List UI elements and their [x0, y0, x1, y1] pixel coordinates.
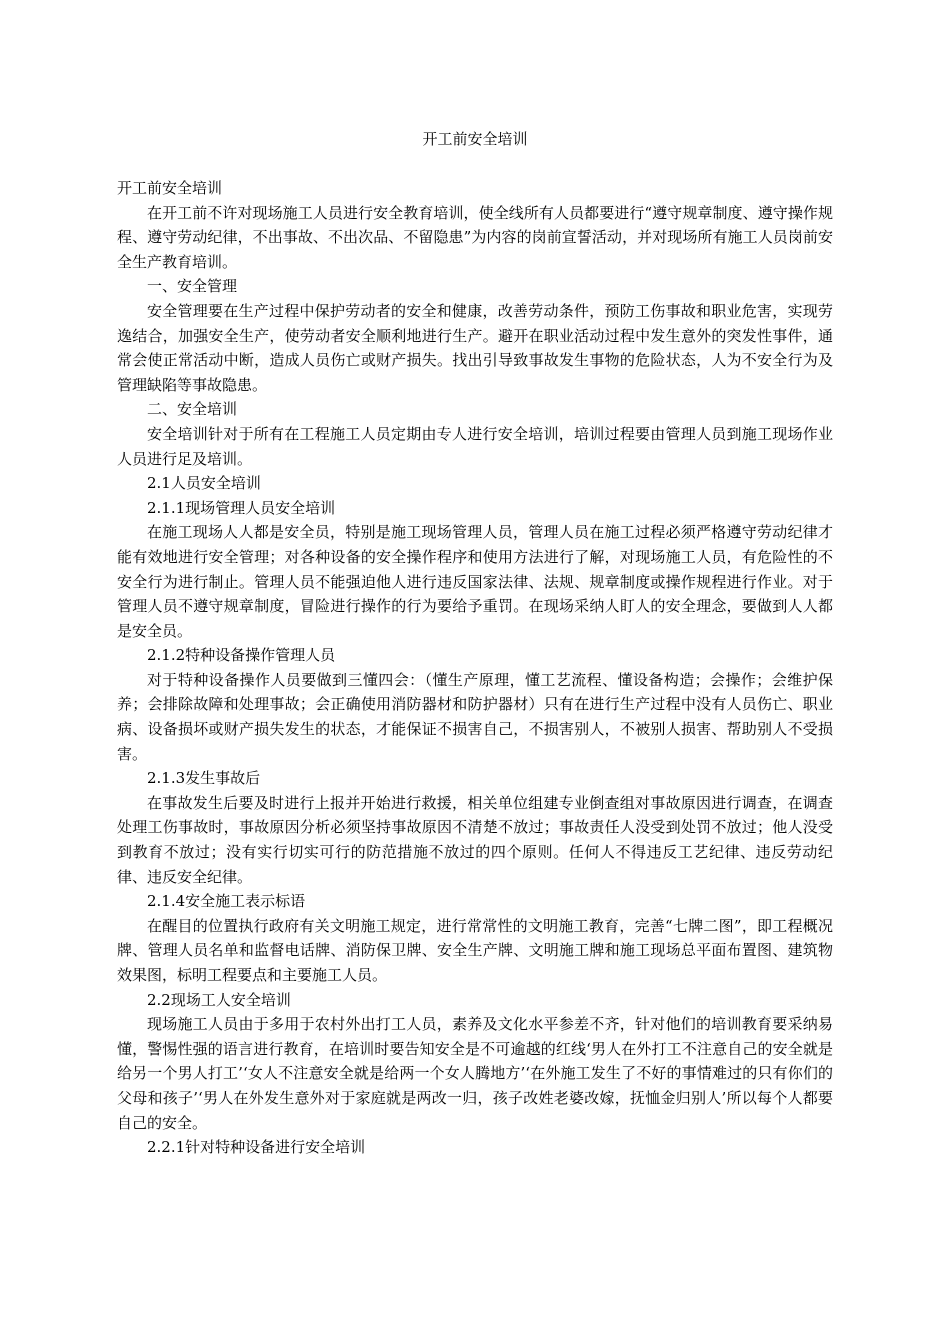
body-paragraph: 现场施工人员由于多用于农村外出打工人员，素养及文化水平参差不齐，针对他们的培训教育要采纳易懂，警惕性强的语言进行教育，在培训时要告知安全是不可逾越的红线‘男人在外打工不注意自己的安全就是给另一个男人打工’‘女人不注意安全就是给两一个女人腾地方’‘在外施工发生了不好的事情难过的只有你们的父母和孩子’‘男人在外发生意外对于家庭就是两改一归，孩子改姓老婆改嫁，抚恤金归别人’所以每个人都要自己的安全。	[117, 1015, 833, 1132]
section-heading: 2.2现场工人安全培训	[147, 990, 291, 1009]
section-heading: 二、安全培训	[147, 400, 238, 419]
section-heading: 2.1人员安全培训	[147, 474, 261, 493]
body-paragraph: 在醒目的位置执行政府有关文明施工规定，进行常常性的文明施工教育，完善“七牌二图”，即工程概况牌、管理人员名单和监督电话牌、消防保卫牌、安全生产牌、文明施工牌和施工现场总平面布置图、建筑物效果图，标明工程要点和主要施工人员。	[117, 916, 833, 984]
body-paragraph: 安全培训针对于所有在工程施工人员定期由专人进行安全培训，培训过程要由管理人员到施工现场作业人员进行足及培训。	[117, 424, 833, 468]
document-title: 开工前安全培训	[422, 130, 528, 148]
body-paragraph: 对于特种设备操作人员要做到三懂四会：（懂生产原理，懂工艺流程、懂设备构造；会操作；会维护保养；会排除故障和处理事故；会正确使用消防器材和防护器材）只有在进行生产过程中没有人员伤亡、职业病、设备损坏或财产损失发生的状态，才能保证不损害自己，不损害别人，不被别人损害、帮助别人不受损害。	[117, 670, 833, 763]
section-heading: 2.1.1现场管理人员安全培训	[147, 498, 336, 517]
body-paragraph: 在开工前不许对现场施工人员进行安全教育培训，使全线所有人员都要进行“遵守规章制度、遵守操作规程、遵守劳动纪律，不出事故、不出次品、不留隐患”为内容的岗前宣誓活动，并对现场所有施工人员岗前安全生产教育培训。	[117, 203, 833, 271]
section-heading: 一、安全管理	[147, 277, 238, 296]
section-heading: 开工前安全培训	[117, 179, 223, 197]
section-heading: 2.2.1针对特种设备进行安全培训	[147, 1138, 366, 1157]
section-heading: 2.1.4安全施工表示标语	[147, 892, 306, 911]
document-body	[117, 176, 833, 1160]
section-heading: 2.1.2特种设备操作管理人员	[147, 646, 336, 665]
body-paragraph: 安全管理要在生产过程中保护劳动者的安全和健康，改善劳动条件，预防工伤事故和职业危害，实现劳逸结合，加强安全生产，使劳动者安全顺利地进行生产。避开在职业活动过程中发生意外的突发性事件，通常会使正常活动中断，造成人员伤亡或财产损失。找出引导致事故发生事物的危险状态，人为不安全行为及管理缺陷等事故隐患。	[117, 301, 833, 394]
body-paragraph: 在施工现场人人都是安全员，特别是施工现场管理人员，管理人员在施工过程必须严格遵守劳动纪律才能有效地进行安全管理；对各种设备的安全操作程序和使用方法进行了解，对现场施工人员，有危险性的不安全行为进行制止。管理人员不能强迫他人进行违反国家法律、法规、规章制度或操作规程进行作业。对于管理人员不遵守规章制度，冒险进行操作的行为要给予重罚。在现场采纳人盯人的安全理念，要做到人人都是安全员。	[117, 523, 833, 640]
body-paragraph: 在事故发生后要及时进行上报并开始进行救援，相关单位组建专业倒查组对事故原因进行调查，在调查处理工伤事故时，事故原因分析必须坚持事故原因不清楚不放过；事故责任人没受到处罚不放过；他人没受到教育不放过；没有实行切实可行的防范措施不放过的四个原则。任何人不得违反工艺纪律、违反劳动纪律、违反安全纪律。	[117, 793, 833, 886]
section-heading: 2.1.3发生事故后	[147, 769, 261, 788]
